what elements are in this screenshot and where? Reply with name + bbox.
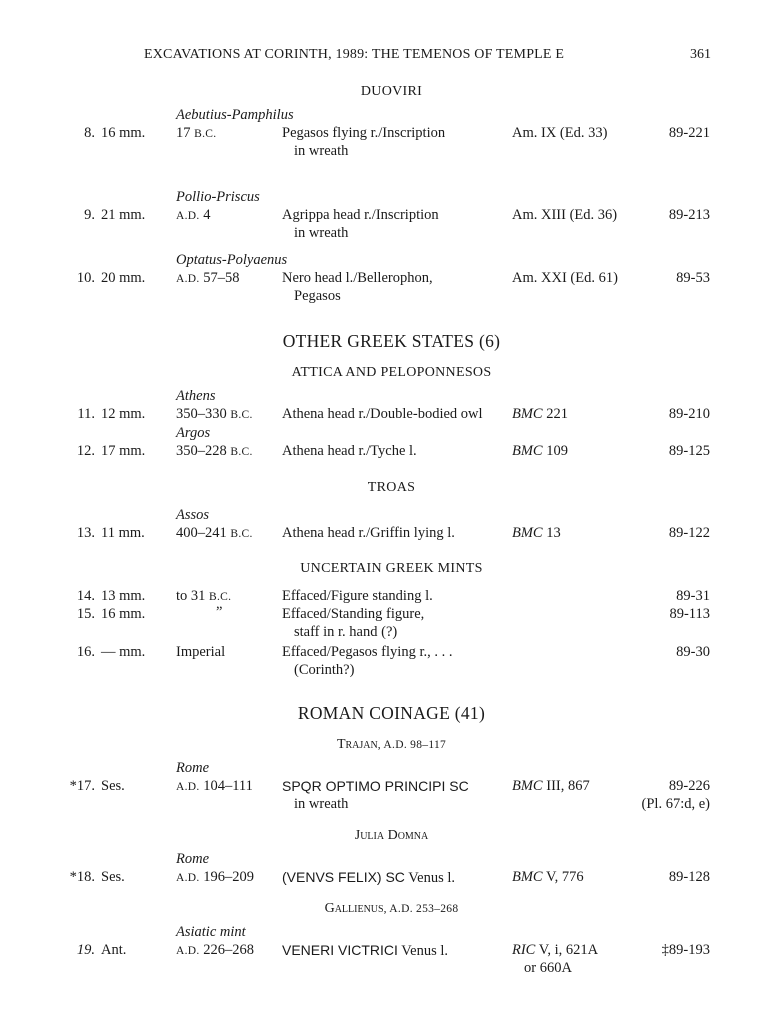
- coin-reference: BMC 221: [512, 406, 568, 422]
- subsection-heading-gallienus: Gallienus, A.D. 253–268: [324, 901, 459, 916]
- section-heading-duoviri: DUOVIRI: [360, 84, 423, 99]
- coin-reference: BMC III, 867: [512, 778, 590, 794]
- inventory-number: ‡89-193: [661, 942, 710, 958]
- catalog-number: 16.: [76, 644, 95, 660]
- coin-description-cont: in wreath: [294, 225, 349, 241]
- catalog-number: 8.: [84, 125, 95, 141]
- coin-date: to 31 B.C.: [176, 588, 232, 604]
- coin-description: Nero head l./Bellerophon,: [282, 270, 433, 286]
- coin-legend: SPQR OPTIMO PRINCIPI SC: [282, 778, 469, 794]
- catalog-number: 9.: [84, 207, 95, 223]
- coin-description: Effaced/Pegasos flying r., . . .: [282, 644, 453, 660]
- coin-description: Agrippa head r./Inscription: [282, 207, 439, 223]
- inventory-number: 89-125: [668, 443, 710, 459]
- catalog-number: 19.: [76, 942, 95, 958]
- coin-description: Pegasos flying r./Inscription: [282, 125, 446, 141]
- subsection-heading-julia-domna: Julia Domna: [354, 828, 429, 843]
- mint-label: Rome: [176, 760, 210, 776]
- catalog-number: 15.: [76, 606, 95, 622]
- coin-date: A.D. 57–58: [176, 270, 240, 286]
- coin-date: 17 B.C.: [176, 125, 217, 141]
- coin-description-cont: in wreath: [294, 796, 349, 812]
- coin-size: 17 mm.: [101, 443, 146, 459]
- mint-label: Optatus-Polyaenus: [176, 252, 288, 268]
- catalog-number: *17.: [69, 778, 95, 794]
- catalog-number: 13.: [76, 525, 95, 541]
- inventory-number: 89-226: [668, 778, 710, 794]
- mint-label: Pollio-Priscus: [176, 189, 260, 205]
- coin-date: 350–228 B.C.: [176, 443, 253, 459]
- catalog-number: 10.: [76, 270, 95, 286]
- coin-size: 16 mm.: [101, 606, 146, 622]
- section-heading-other-greek-states: OTHER GREEK STATES (6): [282, 331, 501, 351]
- coin-description-cont: in wreath: [294, 143, 349, 159]
- inventory-number: 89-122: [668, 525, 710, 541]
- coin-reference: Am. XXI (Ed. 61): [512, 270, 618, 286]
- mint-label: Athens: [176, 388, 216, 404]
- inventory-number: 89-30: [676, 644, 710, 660]
- coin-reference: BMC V, 776: [512, 869, 584, 885]
- coin-description: Effaced/Figure standing l.: [282, 588, 433, 604]
- coin-reference: Am. XIII (Ed. 36): [512, 207, 618, 223]
- coin-reference-cont: or 660A: [524, 960, 572, 976]
- coin-date: 400–241 B.C.: [176, 525, 253, 541]
- coin-description-cont: staff in r. hand (?): [294, 624, 398, 640]
- coin-description: Athena head r./Tyche l.: [282, 443, 417, 459]
- coin-reference: Am. IX (Ed. 33): [512, 125, 608, 141]
- page-number: 361: [690, 47, 711, 62]
- coin-size: Ant.: [101, 942, 127, 958]
- catalog-number: *18.: [69, 869, 95, 885]
- coin-date: A.D. 196–209: [176, 869, 254, 885]
- section-heading-roman-coinage: ROMAN COINAGE (41): [297, 703, 486, 723]
- coin-date: 350–330 B.C.: [176, 406, 253, 422]
- coin-reference: BMC 13: [512, 525, 561, 541]
- inventory-number: 89-53: [676, 270, 710, 286]
- coin-date: A.D. 4: [176, 207, 211, 223]
- mint-label: Aebutius-Pamphilus: [176, 107, 294, 123]
- coin-size: 11 mm.: [101, 525, 145, 541]
- coin-description: VENERI VICTRICI Venus l.: [282, 942, 448, 959]
- coin-description: Athena head r./Griffin lying l.: [282, 525, 455, 541]
- subsection-heading-trajan: Trajan, A.D. 98–117: [336, 737, 447, 752]
- coin-size: 13 mm.: [101, 588, 146, 604]
- coin-size: 20 mm.: [101, 270, 146, 286]
- ditto-mark: ”: [216, 604, 223, 620]
- coin-size: — mm.: [101, 644, 146, 660]
- mint-label: Asiatic mint: [176, 924, 246, 940]
- coin-description: (VENVS FELIX) SC Venus l.: [282, 869, 456, 886]
- inventory-number: 89-113: [669, 606, 710, 622]
- coin-size: Ses.: [101, 778, 125, 794]
- coin-description: Athena head r./Double-bodied owl: [282, 406, 483, 422]
- subsection-heading-attica: ATTICA AND PELOPONNESOS: [291, 365, 492, 380]
- mint-label: Assos: [176, 507, 210, 523]
- inventory-number: 89-210: [668, 406, 710, 422]
- coin-description-cont: Pegasos: [294, 288, 341, 304]
- running-header: EXCAVATIONS AT CORINTH, 1989: THE TEMENOS OF TEMPLE E: [144, 47, 565, 62]
- coin-date: A.D. 104–111: [176, 778, 253, 794]
- inventory-number: 89-213: [668, 207, 710, 223]
- mint-label: Argos: [176, 425, 211, 441]
- inventory-number: 89-31: [676, 588, 710, 604]
- catalog-number: 14.: [76, 588, 95, 604]
- subsection-heading-uncertain-mints: UNCERTAIN GREEK MINTS: [300, 561, 483, 576]
- coin-date: Imperial: [176, 644, 226, 660]
- inventory-number: 89-128: [668, 869, 710, 885]
- plate-reference: (Pl. 67:d, e): [641, 796, 710, 812]
- catalog-number: 12.: [76, 443, 95, 459]
- inventory-number: 89-221: [668, 125, 710, 141]
- mint-label: Rome: [176, 851, 210, 867]
- coin-size: 12 mm.: [101, 406, 146, 422]
- coin-size: Ses.: [101, 869, 125, 885]
- catalog-number: 11.: [77, 406, 95, 422]
- coin-size: 16 mm.: [101, 125, 146, 141]
- coin-size: 21 mm.: [101, 207, 146, 223]
- coin-reference: RIC V, i, 621A: [512, 942, 599, 958]
- coin-description-cont: (Corinth?): [294, 662, 355, 678]
- subsection-heading-troas: TROAS: [367, 480, 416, 495]
- coin-reference: BMC 109: [512, 443, 568, 459]
- coin-description: Effaced/Standing figure,: [282, 606, 425, 622]
- coin-date: A.D. 226–268: [176, 942, 254, 958]
